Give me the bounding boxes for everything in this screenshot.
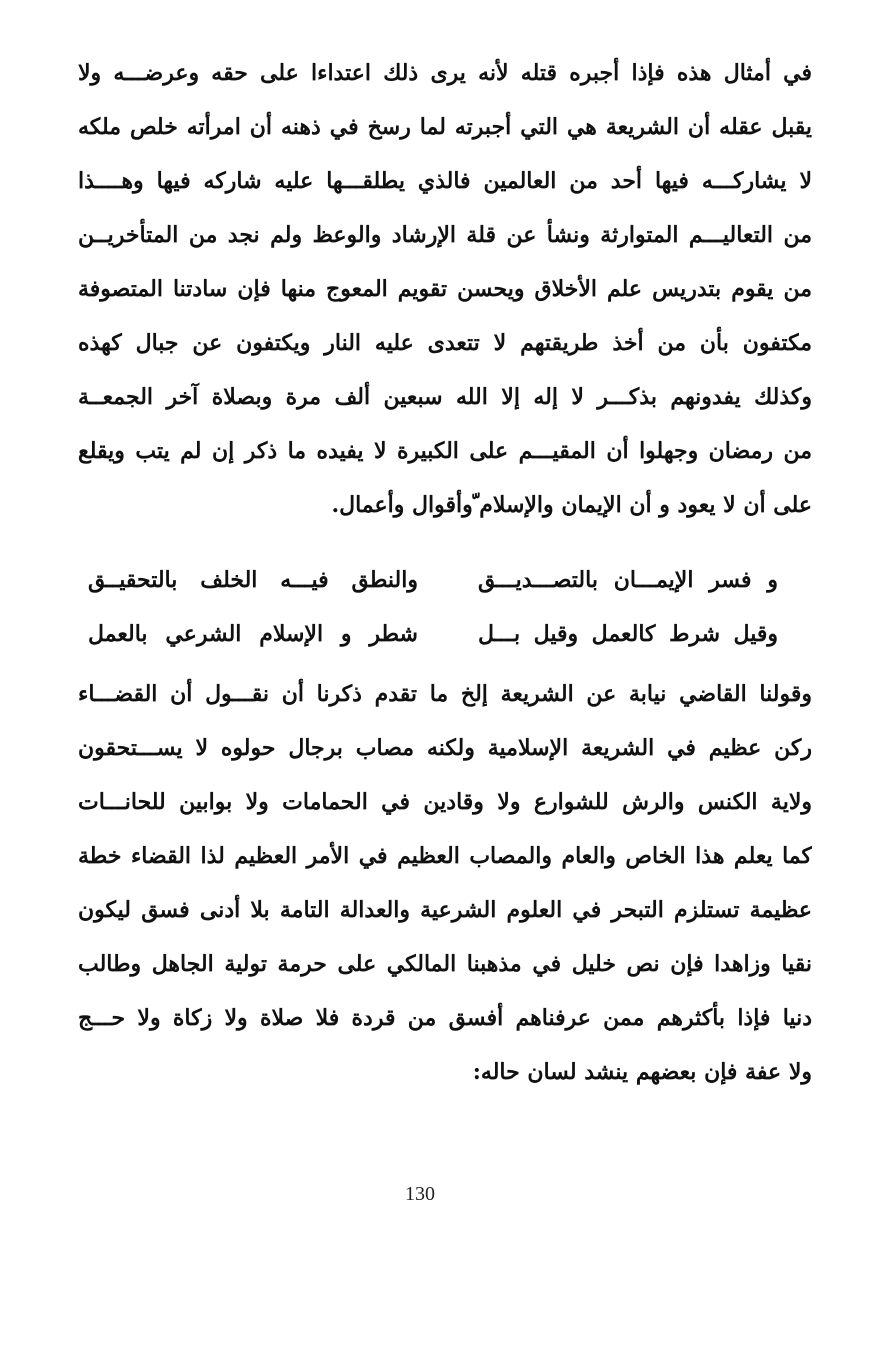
text-line: مكتفون بأن من أخذ طريقتهم لا تتعدى عليه النار ويكتفون عن جبال كهذه xyxy=(78,330,812,356)
page-number: 130 xyxy=(405,1183,435,1205)
text-line: في أمثال هذه فإذا أجبره قتله لأنه يرى ذلك اعتداءا على حقه وعرضـــه ولا xyxy=(78,60,812,86)
paragraph-2 xyxy=(78,667,812,1099)
text-line: من رمضان وجهلوا أن المقيـــم على الكبيرة لا يفيده ما ذكر إن لم يتب ويقلع xyxy=(78,438,812,464)
verse-2 xyxy=(78,607,778,661)
text-line: من يقوم بتدريس علم الأخلاق ويحسن تقويم المعوج منها فإن سادتنا المتصوفة xyxy=(78,276,812,302)
verse-left-hemistich: شطر و الإسلام الشرعي بالعمل xyxy=(88,621,418,647)
paragraph-1 xyxy=(78,46,812,532)
text-line: يقبل عقله أن الشريعة هي التي أجبرته لما رسخ في ذهنه أن امرأته خلص ملكه xyxy=(78,114,812,140)
text-line: من التعاليـــم المتوارثة ونشأ عن قلة الإرشاد والوعظ ولم نجد من المتأخريــن xyxy=(78,222,812,248)
text-line: ولاية الكنس والرش للشوارع ولا وقادين في الحمامات ولا بوابين للحانـــات xyxy=(78,789,812,815)
text-line: على أن لا يعود و أن الإيمان والإسلام ّوأقوال وأعمال. xyxy=(331,492,812,518)
verse-1 xyxy=(78,553,778,607)
text-line: نقيا وزاهدا فإن نص خليل في مذهبنا المالكي على حرمة تولية الجاهل وطالب xyxy=(78,951,812,977)
text-line: وكذلك يفدونهم بذكـــر لا إله إلا الله سبعين ألف مرة وبصلاة آخر الجمعــة xyxy=(78,384,812,410)
verse-right-hemistich: و فسر الإيمـــان بالتصـــديـــق xyxy=(478,567,778,593)
text-line: لا يشاركـــه فيها أحد من العالمين فالذي يطلقـــها عليه شاركه فيها وهــــذا xyxy=(78,168,812,194)
text-line: ولا عفة فإن بعضهم ينشد لسان حاله: xyxy=(472,1059,812,1085)
verse-right-hemistich: وقيل شرط كالعمل وقيل بـــل xyxy=(478,621,778,647)
text-line: كما يعلم هذا الخاص والعام والمصاب العظيم في الأمر العظيم لذا القضاء خطة xyxy=(78,843,812,869)
verse-left-hemistich: والنطق فيـــه الخلف بالتحقيــق xyxy=(88,567,418,593)
text-line: وقولنا القاضي نيابة عن الشريعة إلخ ما تقدم ذكرنا أن نقـــول أن القضـــاء xyxy=(78,681,812,707)
text-line: ركن عظيم في الشريعة الإسلامية ولكنه مصاب برجال حولوه لا يســـتحقون xyxy=(78,735,812,761)
text-line: دنيا فإذا بأكثرهم ممن عرفناهم أفسق من قردة فلا صلاة ولا زكاة ولا حـــج xyxy=(78,1005,812,1031)
text-line: عظيمة تستلزم التبحر في العلوم الشرعية والعدالة التامة بلا أدنى فسق ليكون xyxy=(78,897,812,923)
